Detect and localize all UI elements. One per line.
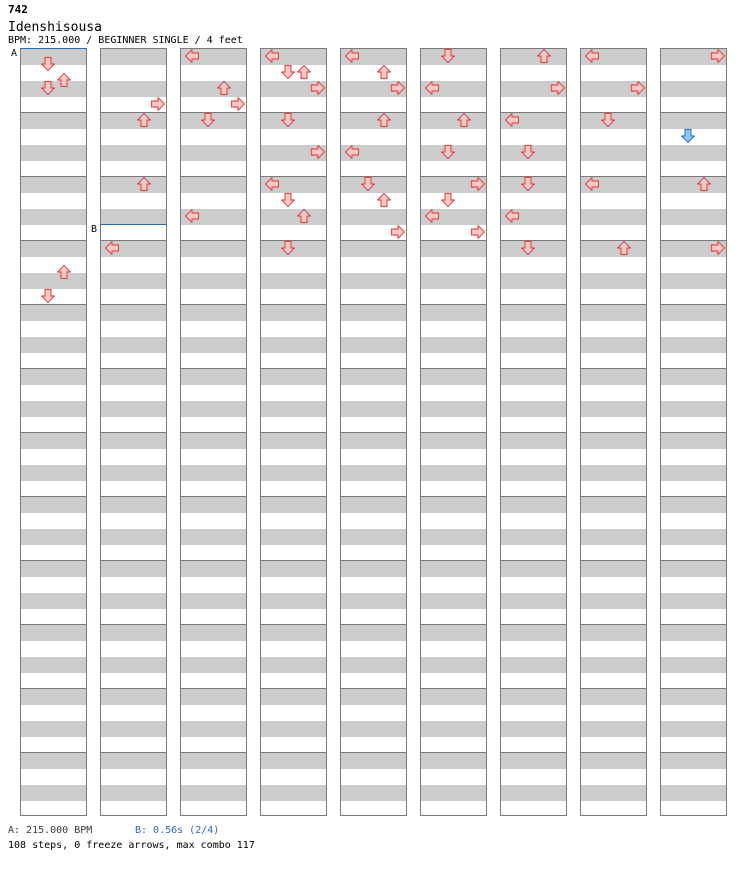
measure-line (421, 432, 486, 433)
measure-line (101, 368, 166, 369)
arrow-left-icon (584, 176, 600, 192)
measure-line (101, 496, 166, 497)
measure-line (501, 624, 566, 625)
measure-line (261, 432, 326, 433)
song-number: 742 (8, 3, 28, 16)
measure-line (21, 240, 86, 241)
tempo-marker-line (20, 48, 87, 49)
arrow-right-icon (390, 80, 406, 96)
measure-line (341, 496, 406, 497)
measure-line (661, 432, 726, 433)
measure-line (421, 752, 486, 753)
measure-line (261, 496, 326, 497)
arrow-right-icon (710, 240, 726, 256)
measure-line (341, 240, 406, 241)
tempo-marker-label: A (11, 48, 18, 59)
measure-line (581, 560, 646, 561)
measure-line (341, 752, 406, 753)
arrow-left-icon (584, 48, 600, 64)
arrow-down-icon (40, 80, 56, 96)
measure-line (261, 752, 326, 753)
measure-line (101, 752, 166, 753)
measure-line (661, 496, 726, 497)
chart-column (420, 48, 487, 816)
measure-line (661, 176, 726, 177)
measure-line (341, 304, 406, 305)
arrow-right-icon (390, 224, 406, 240)
measure-line (341, 368, 406, 369)
measure-line (101, 688, 166, 689)
arrow-down-icon (280, 112, 296, 128)
arrow-left-icon (264, 48, 280, 64)
measure-line (341, 624, 406, 625)
measure-line (181, 240, 246, 241)
measure-line (501, 496, 566, 497)
chart-column (500, 48, 567, 816)
measure-line (501, 752, 566, 753)
measure-line (421, 112, 486, 113)
measure-line (661, 752, 726, 753)
arrow-down-icon (520, 144, 536, 160)
arrow-left-icon (344, 144, 360, 160)
measure-line (21, 176, 86, 177)
arrow-down-icon (200, 112, 216, 128)
measure-line (421, 560, 486, 561)
measure-line (261, 368, 326, 369)
measure-line (581, 304, 646, 305)
arrow-left-icon (504, 112, 520, 128)
measure-line (21, 624, 86, 625)
measure-line (501, 368, 566, 369)
song-title: Idenshisousa (8, 20, 102, 35)
measure-line (581, 624, 646, 625)
arrow-up-icon (616, 240, 632, 256)
arrow-up-icon (376, 192, 392, 208)
bpm-legend: A: 215.000 BPM (8, 825, 93, 836)
arrow-up-icon (56, 264, 72, 280)
arrow-left-icon (264, 176, 280, 192)
chart-column (260, 48, 327, 816)
chart-column (180, 48, 247, 816)
measure-line (661, 368, 726, 369)
arrow-right-icon (150, 96, 166, 112)
measure-line (181, 752, 246, 753)
stop-legend: B: 0.56s (2/4) (135, 825, 220, 836)
arrow-down-icon (360, 176, 376, 192)
arrow-up-icon (536, 48, 552, 64)
measure-line (181, 688, 246, 689)
arrow-up-icon (696, 176, 712, 192)
measure-line (661, 560, 726, 561)
measure-line (261, 688, 326, 689)
arrow-right-icon (630, 80, 646, 96)
arrow-left-icon (424, 208, 440, 224)
chart-column (580, 48, 647, 816)
arrow-up-icon (296, 64, 312, 80)
arrow-right-icon (710, 48, 726, 64)
arrow-up-icon (456, 112, 472, 128)
measure-line (101, 560, 166, 561)
arrow-down-icon (40, 56, 56, 72)
chart-column (20, 48, 87, 816)
arrow-down-icon (40, 288, 56, 304)
measure-line (501, 560, 566, 561)
arrow-down-icon (280, 240, 296, 256)
measure-line (181, 496, 246, 497)
arrow-down-icon (280, 192, 296, 208)
arrow-left-icon (104, 240, 120, 256)
measure-line (421, 496, 486, 497)
measure-line (581, 368, 646, 369)
measure-line (661, 304, 726, 305)
measure-line (581, 752, 646, 753)
arrow-down-icon (280, 64, 296, 80)
measure-line (421, 240, 486, 241)
measure-line (661, 112, 726, 113)
measure-line (181, 176, 246, 177)
measure-line (181, 624, 246, 625)
measure-line (181, 560, 246, 561)
arrow-left-icon (184, 48, 200, 64)
arrow-right-icon (310, 80, 326, 96)
arrow-right-icon (310, 144, 326, 160)
measure-line (181, 304, 246, 305)
measure-line (21, 368, 86, 369)
measure-line (341, 432, 406, 433)
measure-line (261, 560, 326, 561)
arrow-down-icon (600, 112, 616, 128)
measure-line (21, 688, 86, 689)
arrow-up-icon (56, 72, 72, 88)
measure-line (21, 112, 86, 113)
arrow-up-icon (216, 80, 232, 96)
measure-line (421, 368, 486, 369)
chart-stats: 108 steps, 0 freeze arrows, max combo 117 (8, 840, 255, 851)
measure-line (421, 304, 486, 305)
measure-line (21, 560, 86, 561)
measure-line (581, 688, 646, 689)
arrow-up-icon (136, 112, 152, 128)
measure-line (421, 624, 486, 625)
measure-line (581, 240, 646, 241)
arrow-down-icon (440, 192, 456, 208)
arrow-down-icon (440, 48, 456, 64)
measure-line (101, 176, 166, 177)
arrow-left-icon (344, 48, 360, 64)
tempo-marker-line (100, 224, 167, 225)
measure-line (581, 496, 646, 497)
arrow-down-icon (440, 144, 456, 160)
arrow-left-icon (504, 208, 520, 224)
measure-line (101, 624, 166, 625)
measure-line (341, 112, 406, 113)
chart-column (100, 48, 167, 816)
measure-line (501, 304, 566, 305)
measure-line (261, 304, 326, 305)
arrow-down-icon (680, 128, 696, 144)
measure-line (341, 560, 406, 561)
measure-line (21, 752, 86, 753)
measure-line (501, 432, 566, 433)
arrow-up-icon (136, 176, 152, 192)
measure-line (181, 368, 246, 369)
measure-line (581, 432, 646, 433)
arrow-left-icon (424, 80, 440, 96)
arrow-up-icon (296, 208, 312, 224)
arrow-down-icon (520, 176, 536, 192)
measure-line (421, 688, 486, 689)
measure-line (101, 112, 166, 113)
chart-column (340, 48, 407, 816)
measure-line (21, 496, 86, 497)
measure-line (341, 688, 406, 689)
arrow-up-icon (376, 112, 392, 128)
tempo-marker-label: B (91, 224, 98, 235)
measure-line (101, 432, 166, 433)
measure-line (101, 304, 166, 305)
measure-line (661, 688, 726, 689)
arrow-left-icon (184, 208, 200, 224)
arrow-up-icon (376, 64, 392, 80)
measure-line (661, 624, 726, 625)
measure-line (21, 304, 86, 305)
arrow-down-icon (520, 240, 536, 256)
song-info: BPM: 215.000 / BEGINNER SINGLE / 4 feet (8, 35, 243, 46)
chart-column (660, 48, 727, 816)
arrow-right-icon (230, 96, 246, 112)
measure-line (501, 688, 566, 689)
measure-line (261, 624, 326, 625)
measure-line (181, 432, 246, 433)
measure-line (21, 432, 86, 433)
arrow-right-icon (470, 224, 486, 240)
arrow-right-icon (550, 80, 566, 96)
arrow-right-icon (470, 176, 486, 192)
